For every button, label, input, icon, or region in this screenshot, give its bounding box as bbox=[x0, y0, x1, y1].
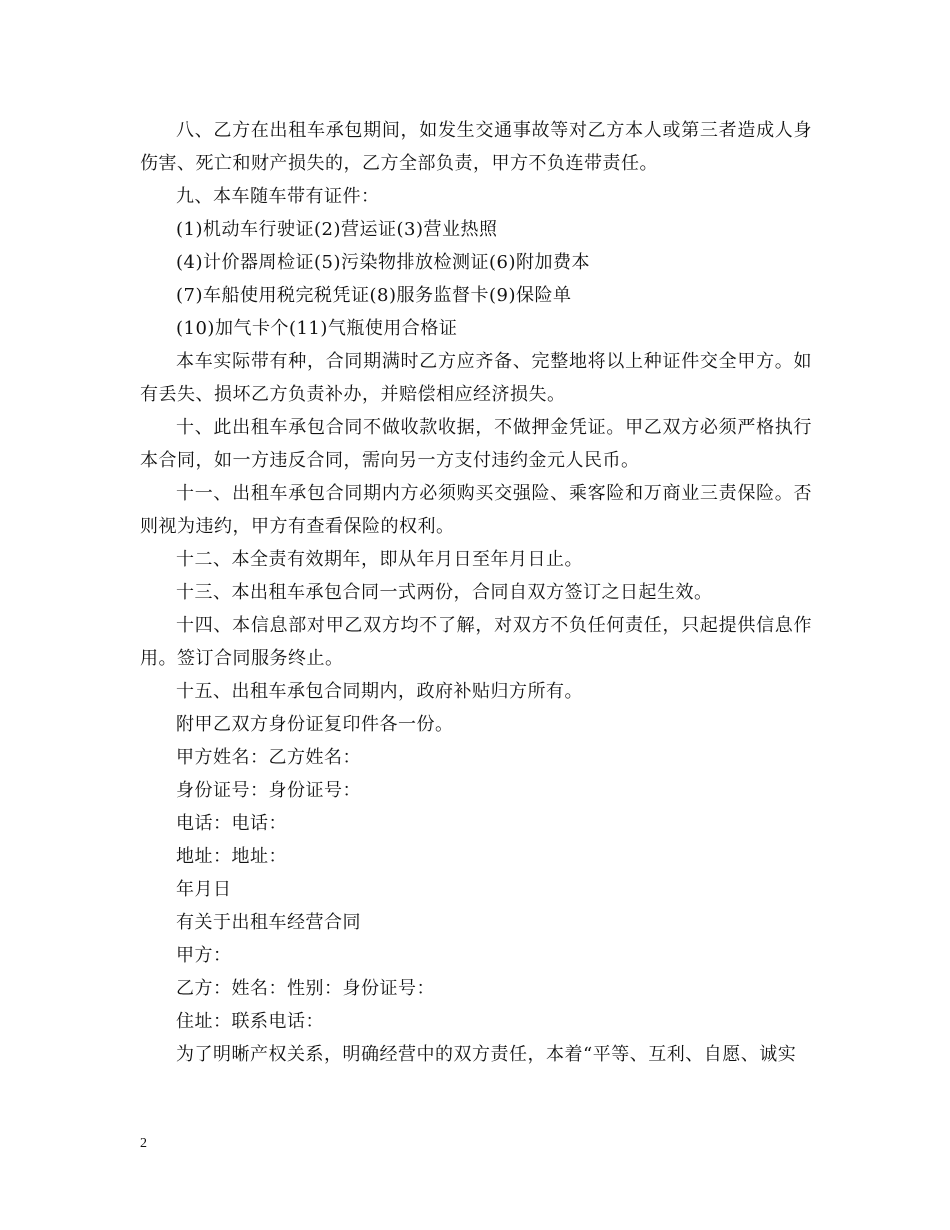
signature-date: 年月日 bbox=[176, 879, 232, 900]
preamble-paragraph: 为了明晰产权关系，明确经营中的双方责任，本着“平等、互利、自愿、诚实 bbox=[176, 1044, 797, 1065]
signature-addresses: 地址：地址： bbox=[176, 846, 287, 867]
paragraph-documents-2: (4)计价器周检证(5)污染物排放检测证(6)附加费本 bbox=[176, 252, 590, 273]
address-contact-line: 住址：联系电话： bbox=[176, 1011, 324, 1032]
paragraph-documents-3: (7)车船使用税完税凭证(8)服务监督卡(9)保险单 bbox=[176, 285, 572, 306]
paragraph-clause-8: 八、乙方在出租车承包期间，如发生交通事故等对乙方本人或第三者造成人身伤害、死亡和财产损失的，乙方全部负责，甲方不负连带责任。 bbox=[140, 120, 812, 174]
paragraph-clause-10: 十、此出租车承包合同不做收款收据，不做押金凭证。甲乙双方必须严格执行本合同，如一方违反合同，需向另一方支付违约金元人民币。 bbox=[140, 417, 812, 471]
page-number: 2 bbox=[140, 1136, 147, 1151]
party-b-line: 乙方：姓名：性别：身份证号： bbox=[176, 978, 435, 999]
paragraph-documents-note: 本车实际带有种，合同期满时乙方应齐备、完整地将以上种证件交全甲方。如有丢失、损坏乙方负责补办，并赔偿相应经济损失。 bbox=[140, 351, 812, 405]
paragraph-clause-11: 十一、出租车承包合同期内方必须购买交强险、乘客险和万商业三责保险。否则视为违约，甲方有查看保险的权利。 bbox=[140, 483, 812, 537]
signature-phones: 电话：电话： bbox=[176, 813, 287, 834]
paragraph-attachment-note: 附甲乙双方身份证复印件各一份。 bbox=[176, 714, 454, 735]
paragraph-clause-14: 十四、本信息部对甲乙双方均不了解，对双方不负任何责任，只起提供信息作用。签订合同服务终止。 bbox=[140, 615, 812, 669]
paragraph-clause-15: 十五、出租车承包合同期内，政府补贴归方所有。 bbox=[176, 681, 583, 702]
paragraph-clause-12: 十二、本全责有效期年，即从年月日至年月日止。 bbox=[176, 549, 583, 570]
paragraph-clause-9: 九、本车随车带有证件： bbox=[176, 186, 380, 207]
signature-names: 甲方姓名：乙方姓名： bbox=[176, 747, 361, 768]
paragraph-documents-1: (1)机动车行驶证(2)营运证(3)营业热照 bbox=[176, 219, 498, 240]
document-body bbox=[140, 114, 812, 1071]
signature-id-numbers: 身份证号：身份证号： bbox=[176, 780, 361, 801]
paragraph-documents-4: (10)加气卡个(11)气瓶使用合格证 bbox=[176, 318, 458, 339]
section-title: 有关于出租车经营合同 bbox=[176, 912, 361, 933]
paragraph-clause-13: 十三、本出租车承包合同一式两份，合同自双方签订之日起生效。 bbox=[176, 582, 713, 603]
party-a-line: 甲方： bbox=[176, 945, 232, 966]
